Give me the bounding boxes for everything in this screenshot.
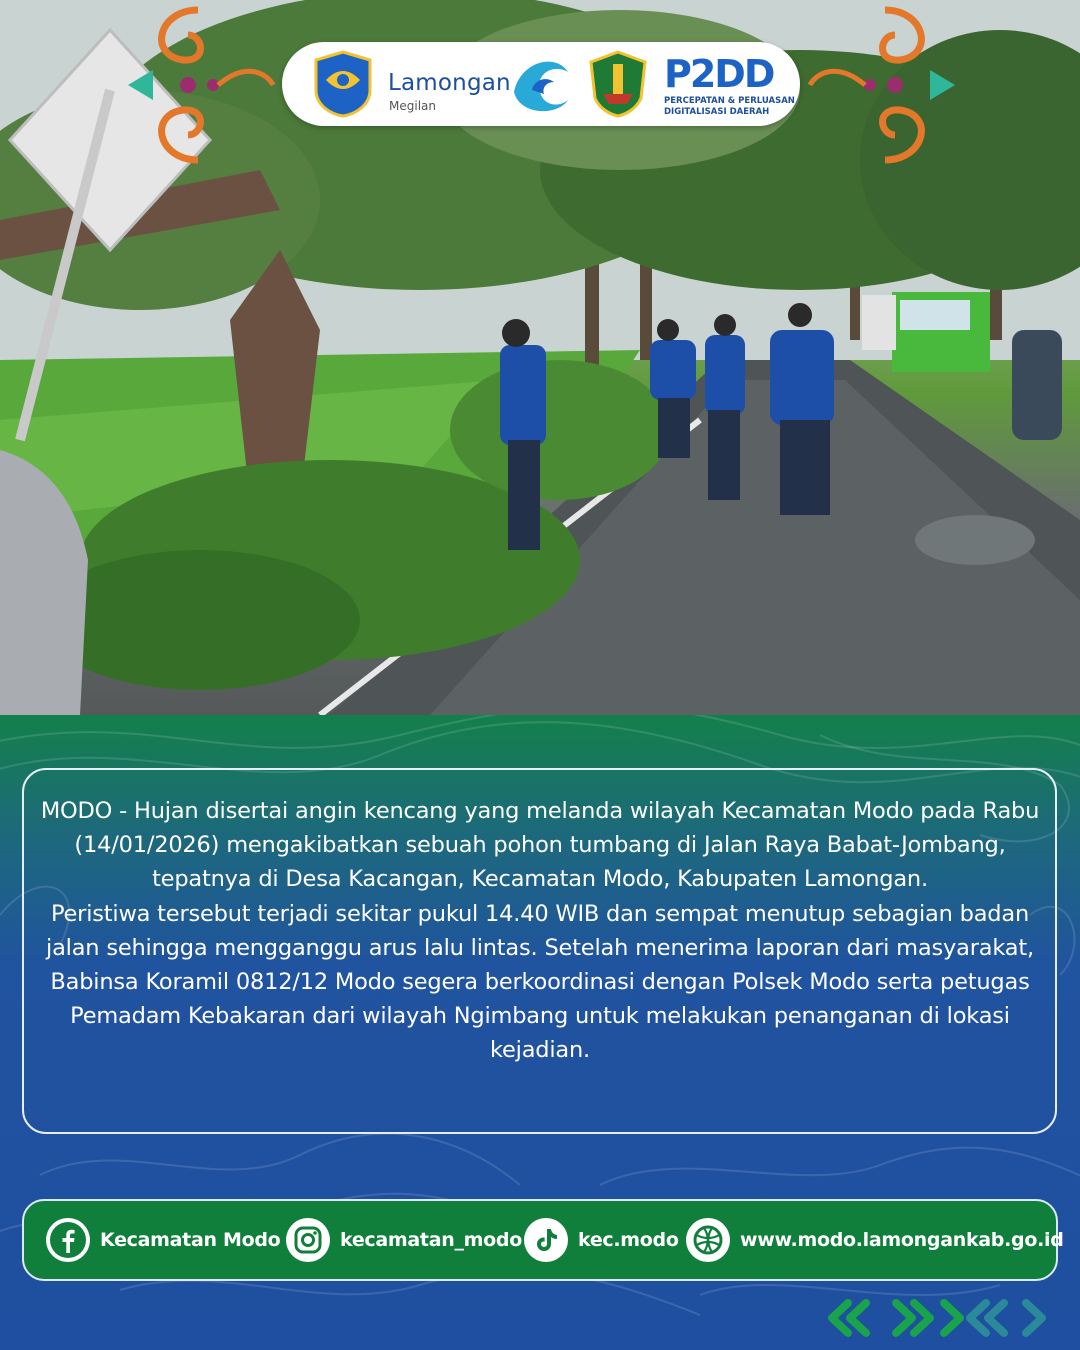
instagram-icon [286, 1218, 330, 1262]
globe-icon [686, 1218, 730, 1262]
lamongan-tagline: Megilan [389, 99, 436, 113]
facebook-label: Kecamatan Modo [100, 1229, 281, 1251]
instagram-link[interactable] [286, 1201, 522, 1279]
logo-header-bar [282, 42, 800, 126]
article-paragraph-2: Peristiwa tersebut terjadi sekitar pukul 14.40 WIB dan sempat menutup sebagian badan jalan sehingga mengganggu arus lalu lintas. Setelah menerima laporan dari masyarakat, Babinsa Koramil 0812/12 Modo segera berkoordinasi dengan Polsek Modo serta petugas Pemadam Kebakaran dari wilayah Ngimbang untuk melakukan penanganan di lokasi kejadian. [46, 900, 1034, 1064]
tiktok-link[interactable] [524, 1201, 679, 1279]
instagram-label: kecamatan_modo [340, 1229, 522, 1251]
article-paragraph-1: MODO - Hujan disertai angin kencang yang melanda wilayah Kecamatan Modo pada Rabu (14/01/2026) mengakibatkan sebuah pohon tumbang di Jalan Raya Babat-Jombang, tepatnya di Desa Kacangan, Kecamatan Modo, Kabupaten Lamongan. [40, 798, 1040, 893]
left-ornament [118, 0, 278, 170]
facebook-icon [46, 1218, 90, 1262]
right-ornament [805, 0, 965, 170]
chevron-decoration-icon [826, 1298, 1056, 1338]
social-media-bar [22, 1199, 1064, 1281]
lamongan-wave-logo-icon [510, 52, 572, 116]
tiktok-label: kec.modo [578, 1229, 679, 1251]
tiktok-icon [524, 1218, 568, 1262]
website-label: www.modo.lamongankab.go.id [740, 1229, 1064, 1251]
website-link[interactable] [686, 1201, 1064, 1279]
facebook-link[interactable] [46, 1201, 280, 1279]
east-java-emblem-icon [587, 50, 649, 118]
article-body [30, 794, 1050, 1068]
lamongan-regency-emblem-icon [312, 50, 374, 118]
p2dd-subtitle-line2: DIGITALISASI DAERAH [664, 107, 770, 117]
p2dd-logo-text: P2DD [664, 52, 774, 96]
lamongan-brand-text: Lamongan [388, 70, 511, 96]
p2dd-subtitle-line1: PERCEPATAN & PERLUASAN [664, 96, 795, 106]
